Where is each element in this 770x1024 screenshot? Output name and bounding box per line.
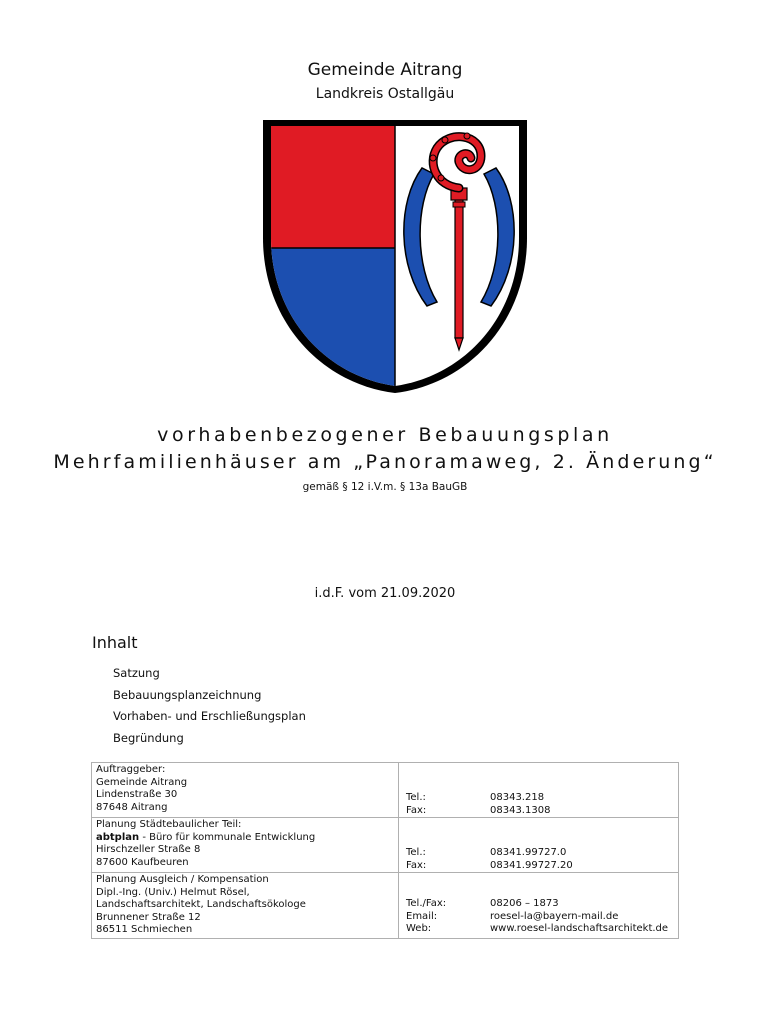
client-fax: 08343.1308 (490, 804, 551, 816)
table-row (92, 818, 679, 873)
planner-firm (96, 832, 394, 845)
crest-field-blue (259, 248, 395, 398)
planner-brand: abtplan (96, 831, 140, 843)
crest-field-red (259, 116, 395, 248)
planner-firm-desc: - Büro für kommunale Entwicklung (139, 831, 316, 843)
client-name: Gemeinde Aitrang (96, 776, 188, 788)
legal-basis: gemäß § 12 i.V.m. § 13a BauGB (302, 481, 468, 493)
coat-of-arms (259, 116, 531, 398)
crest-crozier-staff (455, 198, 463, 338)
client-contact (399, 763, 679, 818)
table-row (92, 763, 679, 818)
landscape-contact-grid (399, 898, 678, 936)
landscape-street: Brunnener Straße 12 (96, 911, 201, 923)
municipality-name: Gemeinde Aitrang (307, 60, 463, 80)
fax-label: Fax: (406, 859, 427, 871)
landscape-telfax: 08206 – 1873 (490, 898, 559, 909)
client-street: Lindenstraße 30 (96, 789, 178, 800)
landscape-web: www.roesel-landschaftsarchitekt.de (490, 923, 669, 934)
table-row (92, 873, 679, 939)
contents-item: Begründung (113, 730, 184, 745)
planner-city: 87600 Kaufbeuren (96, 856, 189, 868)
contents-item: Vorhaben- und Erschließungsplan (113, 709, 306, 723)
spacer (399, 818, 678, 847)
landscape-city: 86511 Schmiechen (96, 924, 193, 935)
planner-street: Hirschzeller Straße 8 (96, 844, 201, 855)
planner-fax: 08341.99727.20 (490, 859, 573, 871)
contents-item: Satzung (113, 666, 160, 680)
contents-item: Bebauungsplanzeichnung (113, 687, 262, 702)
landscape-profession: Landschaftsarchitekt, Landschaftsökologe (96, 899, 306, 910)
contents-list (113, 665, 306, 751)
planner-address (92, 818, 399, 873)
planner-contact (399, 818, 679, 873)
document-title-line-2: Mehrfamilienhäuser am „Panoramaweg, 2. Änderung“ (53, 451, 717, 473)
client-phone: 08343.218 (490, 792, 545, 803)
planner-contact-grid (399, 847, 678, 872)
client-label: Auftraggeber: (96, 764, 166, 775)
document-title-line-1: vorhabenbezogener Bebauungsplan (157, 424, 613, 446)
landscape-email: roesel-la@bayern-mail.de (490, 910, 619, 922)
landscape-contact (399, 873, 679, 939)
phone-label: Tel.: (406, 847, 426, 858)
planner-label: Planung Städtebaulicher Teil: (96, 819, 242, 830)
phone-label: Tel.: (406, 792, 426, 803)
client-address (92, 763, 399, 818)
web-label: Web: (406, 923, 432, 934)
spacer (399, 763, 678, 792)
spacer (399, 873, 678, 898)
landscape-label: Planung Ausgleich / Kompensation (96, 874, 269, 885)
landscape-person: Dipl.-Ing. (Univ.) Helmut Rösel, (96, 886, 250, 898)
district-name: Landkreis Ostallgäu (315, 86, 455, 102)
contents-heading: Inhalt (92, 633, 138, 652)
landscape-address (92, 873, 399, 939)
email-label: Email: (406, 910, 438, 922)
planner-phone: 08341.99727.0 (490, 847, 567, 858)
fax-label: Fax: (406, 804, 427, 816)
version-date: i.d.F. vom 21.09.2020 (314, 586, 456, 601)
client-city: 87648 Aitrang (96, 801, 168, 813)
client-contact-grid (399, 792, 678, 817)
telfax-label: Tel./Fax: (406, 898, 447, 909)
contacts-table (91, 762, 679, 939)
